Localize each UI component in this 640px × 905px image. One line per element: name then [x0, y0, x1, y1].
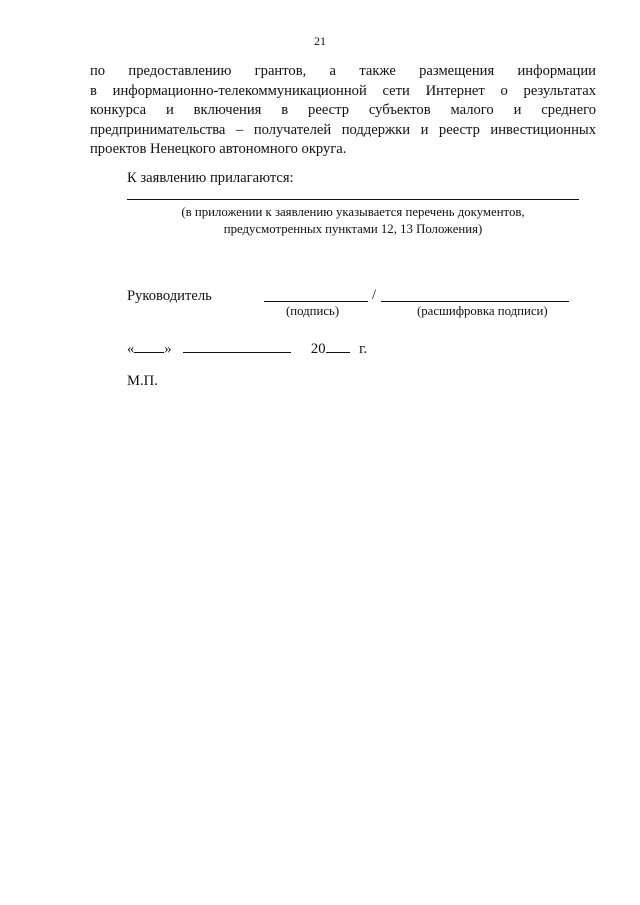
signature-decode-fill-line	[381, 301, 569, 302]
signature-caption: (подпись)	[286, 304, 340, 318]
intro-paragraph	[90, 62, 596, 160]
paragraph-last-line: проектов Ненецкого автономного округа.	[90, 141, 347, 157]
attachments-fill-line	[127, 199, 579, 200]
date-close-quote: »	[164, 341, 172, 357]
page-number: 21	[314, 34, 326, 48]
year-suffix: г.	[359, 341, 368, 357]
signature-slash: /	[372, 287, 377, 303]
date-open-quote: «	[127, 341, 135, 357]
year-prefix: 20	[310, 341, 326, 357]
attachments-note	[127, 204, 579, 238]
stamp-label: М.П.	[127, 373, 158, 389]
paragraph-line: в информационно-телекоммуникационной сети Интернет о результатах	[90, 82, 596, 99]
head-label: Руководитель	[127, 288, 212, 304]
date-row	[127, 339, 367, 358]
year-fill-line	[326, 339, 350, 353]
signature-decode-caption: (расшифровка подписи)	[417, 304, 548, 318]
day-fill-line	[134, 339, 164, 353]
paragraph-line: по предоставлению грантов, а также размещения информации	[90, 63, 596, 79]
paragraph-line: предпринимательства – получателей поддержки и реестр инвестиционных	[90, 121, 596, 138]
attachments-note-line: предусмотренных пунктами 12, 13 Положения)	[223, 222, 483, 236]
attachments-label: К заявлению прилагаются:	[127, 170, 294, 186]
signature-fill-line	[264, 301, 368, 302]
month-fill-line	[183, 339, 291, 353]
paragraph-line: конкурса и включения в реестр субъектов малого и среднего	[90, 102, 596, 118]
attachments-note-line: (в приложении к заявлению указывается перечень документов,	[181, 205, 525, 219]
